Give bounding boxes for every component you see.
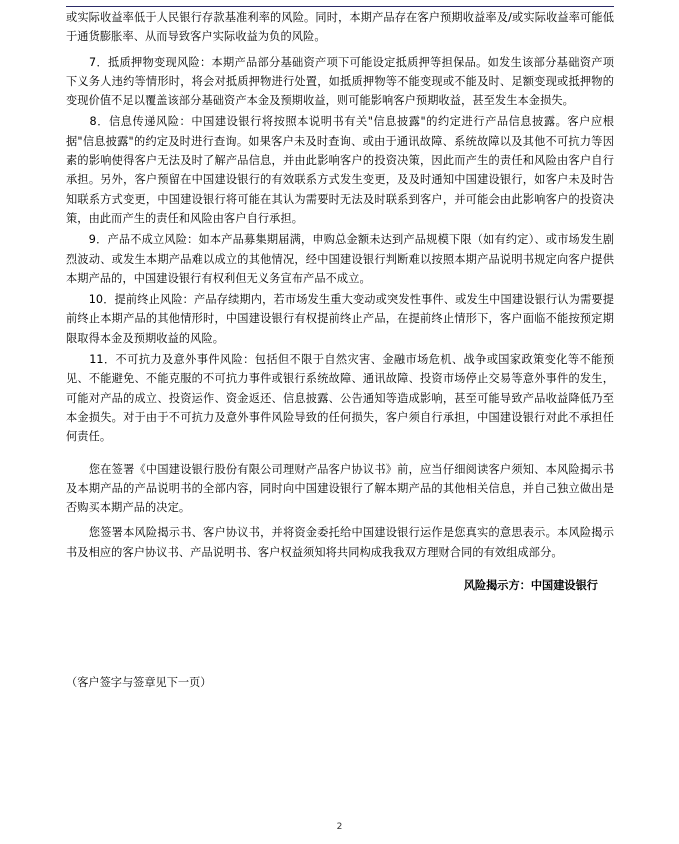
- spacer: [66, 447, 614, 460]
- signature-line: [66, 576, 614, 595]
- signature-label: 风险揭示方：: [463, 579, 531, 593]
- paragraph-risk-item-9: 9．产品不成立风险：如本产品募集期届满，申购总金额未达到产品规模下限（如有约定）、或市场发生剧烈波动、或发生本期产品难以成立的其他情况，经中国建设银行判断难以按照本期产品说明书规定向客户提供本期产品的，中国建设银行有权利但无义务宣布产品不成立。: [66, 233, 614, 285]
- paragraph-acknowledgement-1: 您在签署《中国建设银行股份有限公司理财产品客户协议书》前，应当仔细阅读客户须知、本风险揭示书及本期产品的产品说明书的全部内容，同时向中国建设银行了解本期产品的其他相关信息，并自己独立做出是否购买本期产品的决定。: [66, 462, 614, 515]
- document-body: [66, 8, 614, 704]
- page-top-rule: [66, 6, 614, 7]
- page-number: 2: [336, 822, 343, 832]
- paragraph-risk-item-11: 11．不可抗力及意外事件风险：包括但不限于自然灾害、金融市场危机、战争或国家政策变化等不能预见、不能避免、不能克服的不可抗力事件或银行系统故障、通讯故障、投资市场停止交易等意外事件的发生，可能对产品的成立、投资运作、资金返还、信息披露、公告通知等造成影响，甚至可能导致产品收益降低乃至本金损失。对于由于不可抗力及意外事件风险导致的任何损失，客户须自行承担，中国建设银行对此不承担任何责任。: [66, 353, 614, 444]
- paragraph-continued: 或实际收益率低于人民银行存款基准利率的风险。同时，本期产品存在客户预期收益率及/或实际收益率可能低于通货膨胀率、从而导致客户实际收益为负的风险。: [66, 11, 614, 44]
- paragraph-acknowledgement-2: 您签署本风险揭示书、客户协议书，并将资金委托给中国建设银行运作是您真实的意思表示。本风险揭示书及相应的客户协议书、产品说明书、客户权益须知将共同构成我我双方理财合同的有效组成部分。: [66, 526, 614, 559]
- paragraph-risk-item-8: 8．信息传递风险：中国建设银行将按照本说明书有关"信息披露"的约定进行产品信息披露。客户应根据"信息披露"的约定及时进行查询。如果客户未及时查询、或由于通讯故障、系统故障以及其他不可抗力等因素的影响使得客户无法及时了解产品信息，并由此影响客户的投资决策，因此而产生的责任和风险由客户自行承担。另外，客户预留在中国建设银行的有效联系方式发生变更，及及时通知中国建设银行，如客户未及时告知联系方式变更，中国建设银行将可能在其认为需要时无法及时联系到客户，并可能会由此影响客户的投资决策，由此而产生的责任和风险由客户自行承担。: [66, 115, 614, 225]
- signature-party: 中国建设银行: [530, 579, 598, 593]
- paragraph-risk-item-10: 10．提前终止风险：产品存续期内，若市场发生重大变动或突发性事件、或发生中国建设银行认为需要提前终止本期产品的其他情形时，中国建设银行有权提前终止产品，在提前终止情形下，客户面临不能按预定期限取得本金及预期收益的风险。: [66, 293, 614, 345]
- paragraph-risk-item-7: 7．抵质押物变现风险：本期产品部分基础资产项下可能设定抵质押等担保品。如发生该部分基础资产项下义务人违约等情形时，将会对抵质押物进行处置，如抵质押物等不能变现或不能及时、足额变现或抵押物的变现价值不足以覆盖该部分基础资产本金及预期收益，则可能影响客户预期收益，甚至发生本金损失。: [66, 55, 614, 108]
- closing-note: （客户签字与签章见下一页）: [66, 676, 212, 690]
